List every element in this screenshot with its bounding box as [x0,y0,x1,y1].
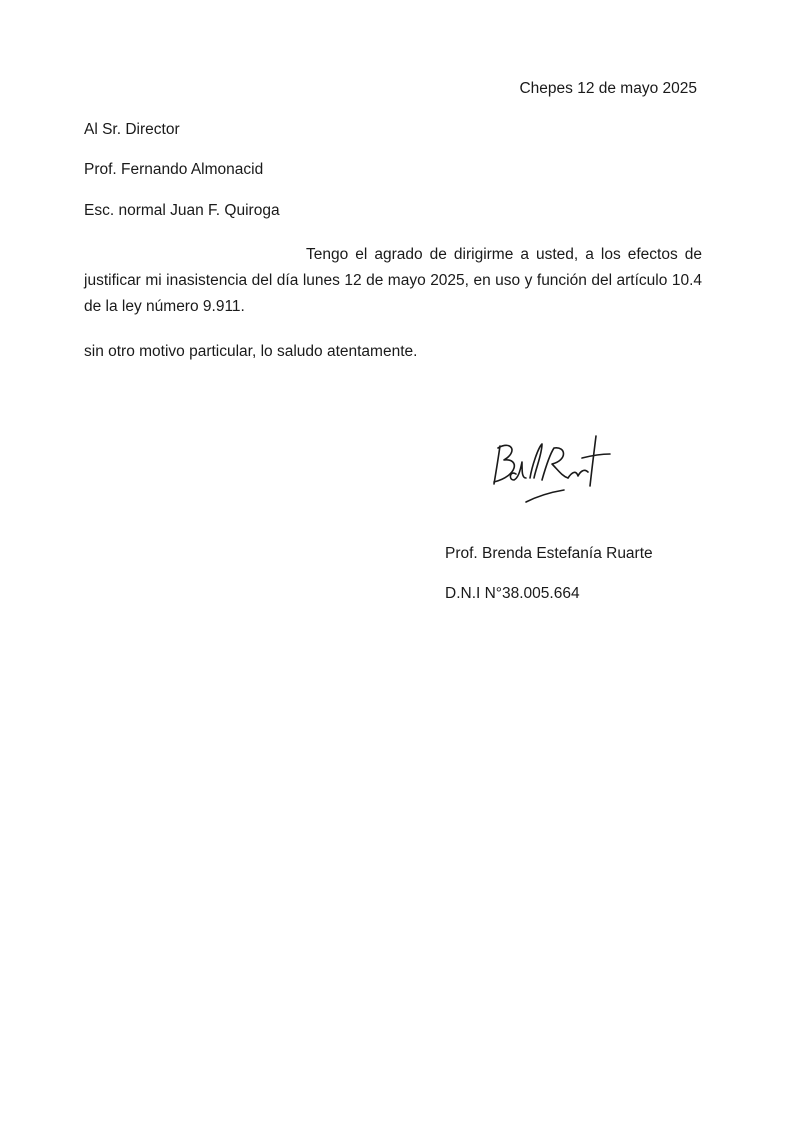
recipient-institution: Esc. normal Juan F. Quiroga [84,202,280,219]
letter-body: Tengo el agrado de dirigirme a usted, a los efectos de justificar mi inasistencia del día lunes 12 de mayo 2025, en uso y función del artículo 10.4 de la ley número 9.911. [84,246,702,315]
date-line: Chepes 12 de mayo 2025 [519,80,697,97]
signatory-name: Prof. Brenda Estefanía Ruarte [445,545,653,562]
handwritten-signature [486,432,616,508]
signatory-dni: D.N.I N°38.005.664 [445,585,580,602]
recipient-name: Prof. Fernando Almonacid [84,161,264,178]
recipient-title: Al Sr. Director [84,121,180,138]
closing-line: sin otro motivo particular, lo saludo atentamente. [84,343,418,360]
